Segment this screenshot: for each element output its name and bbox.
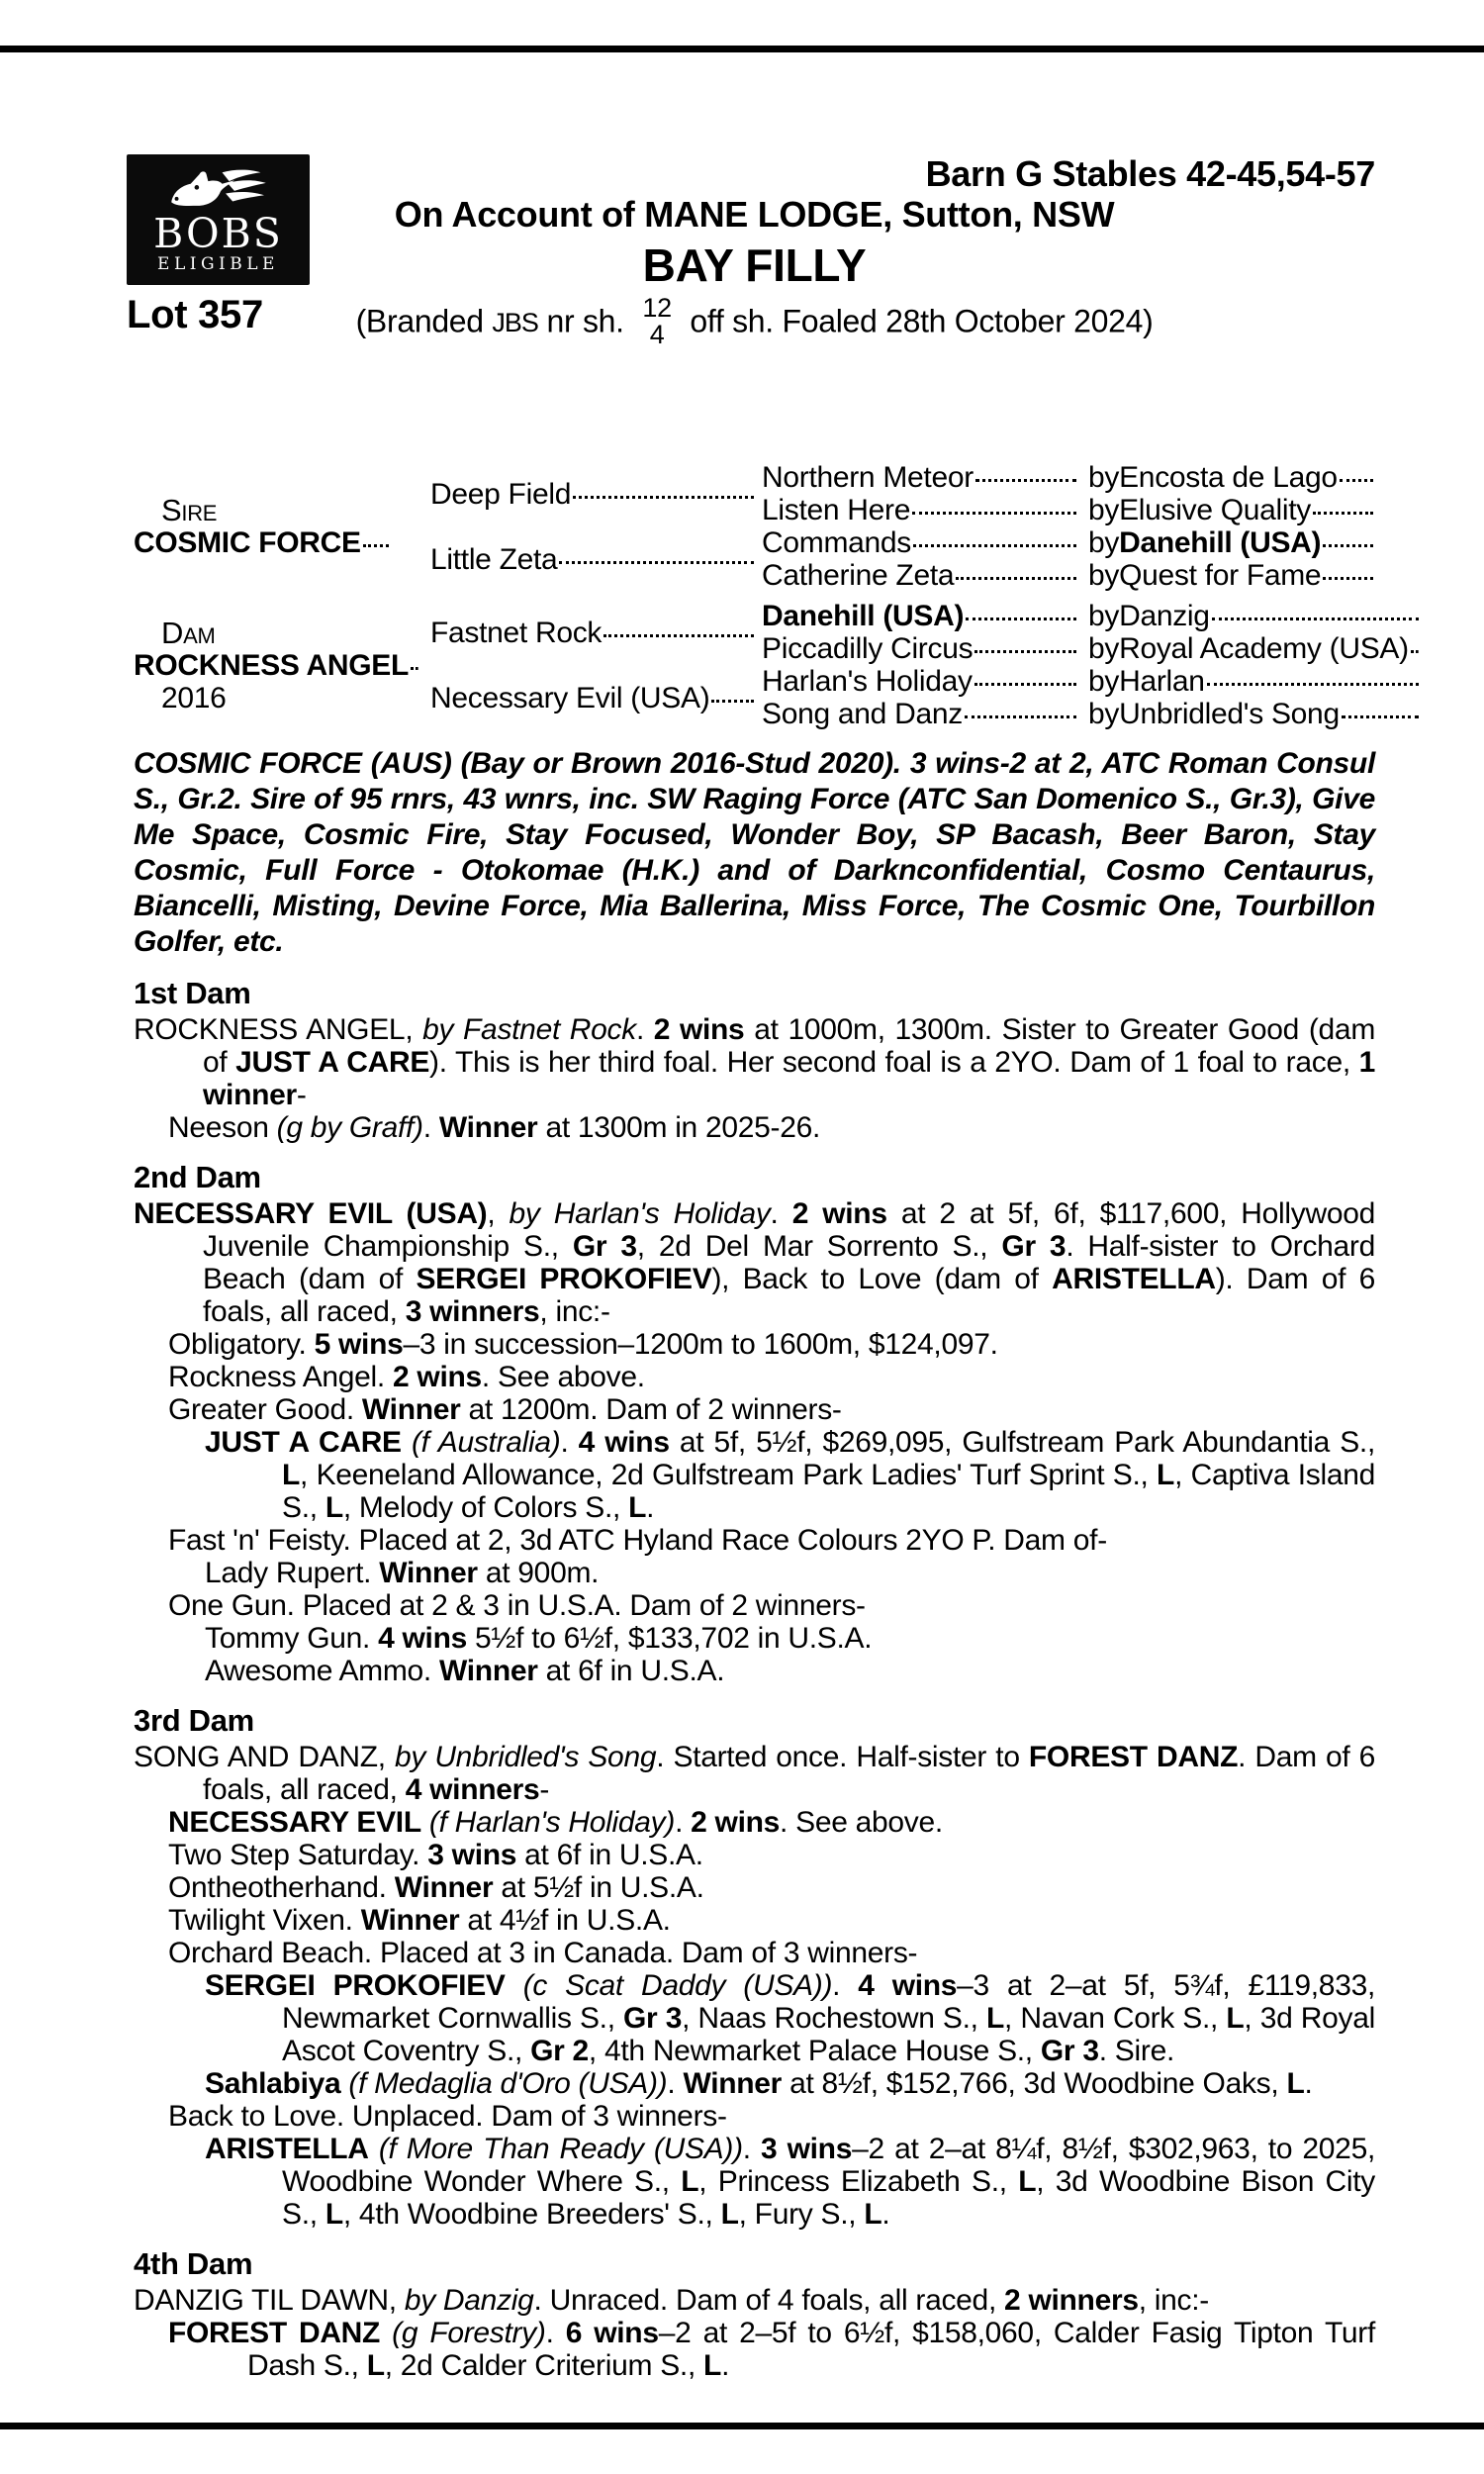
grandprogeny-entry: ARISTELLA (f More Than Ready (USA)). 3 wins–2 at 2–at 8¼f, 8½f, $302,963, to 2025, Woodbine Wonder Where S., L, Princess Elizabeth S., L, 3d Woodbine Bison City S., L, 4th Woodbine Breeders' S., L, Fury S., L.	[205, 2133, 1375, 2231]
second-gen-ancestor	[430, 600, 762, 665]
second-gen-ancestor	[430, 526, 762, 592]
grandprogeny-entry: Tommy Gun. 4 wins 5½f to 6½f, $133,702 in U.S.A.	[205, 1622, 873, 1655]
progeny-entry: Rockness Angel. 2 wins. See above.	[168, 1361, 645, 1393]
ancestor-name: Listen Here	[762, 494, 911, 526]
progeny-entry: Orchard Beach. Placed at 3 in Canada. Dam of 3 winners-	[168, 1937, 918, 1969]
dam-paragraph: ROCKNESS ANGEL, by Fastnet Rock. 2 wins at 1000m, 1300m. Sister to Greater Good (dam of JUST A CARE). This is her third foal. Her second foal is a 2YO. Dam of 1 foal to race, 1 winner-	[134, 1013, 1376, 1111]
dam-foaling-year: 2016	[161, 681, 227, 714]
dot-leader	[363, 544, 389, 547]
sire-of-ancestor: Encosta de Lago	[1119, 461, 1338, 494]
dam-label: Dam	[161, 615, 216, 650]
barn-stables-line: Barn G Stables 42-45,54-57	[925, 153, 1375, 194]
dam-name: ROCKNESS ANGEL	[134, 648, 410, 682]
by-prefix: by	[1088, 494, 1120, 526]
horse-head-icon	[159, 167, 278, 213]
by-prefix: by	[1088, 698, 1120, 730]
third-gen-ancestor	[762, 526, 1088, 559]
sire-of-ancestor: Danzig	[1119, 600, 1210, 632]
ancestor-sire	[1088, 494, 1375, 526]
dot-leader	[913, 544, 1076, 547]
by-prefix: by	[1088, 526, 1120, 559]
ancestor-name: Necessary Evil (USA)	[430, 681, 710, 714]
dam-section-heading: 4th Dam	[134, 2246, 253, 2281]
brand-number-fraction	[642, 295, 671, 348]
vendor-account-line: On Account of MANE LODGE, Sutton, NSW	[394, 194, 1115, 235]
dam-section	[134, 2244, 1375, 2382]
lot-header	[127, 153, 1375, 451]
ancestor-name: Northern Meteor	[762, 461, 974, 494]
progeny-entry: One Gun. Placed at 2 & 3 in U.S.A. Dam of 2 winners-	[168, 1589, 866, 1622]
ancestor-name: Catherine Zeta	[762, 559, 955, 592]
brand-number-top: 12	[642, 293, 672, 323]
dam-pedigree-half	[134, 600, 1409, 730]
sire-name-row	[134, 526, 391, 559]
second-gen-ancestor	[430, 665, 762, 730]
progeny-entry: Two Step Saturday. 3 wins at 6f in U.S.A.	[168, 1839, 703, 1871]
brand-mark-glyph: JBS	[492, 308, 538, 338]
dam-sections	[134, 974, 1375, 2382]
ancestor-name: Harlan's Holiday	[762, 665, 973, 698]
lot-number: Lot 357	[127, 293, 263, 336]
ancestor-name: Fastnet Rock	[430, 616, 603, 649]
dot-leader	[965, 715, 1076, 718]
dam-paragraph: SONG AND DANZ, by Unbridled's Song. Started once. Half-sister to FOREST DANZ. Dam of 6 foals, all raced, 4 winners-	[134, 1741, 1375, 1806]
progeny-entry: Ontheotherhand. Winner at 5½f in U.S.A.	[168, 1871, 704, 1904]
grandprogeny-entry: Lady Rupert. Winner at 900m.	[205, 1557, 600, 1589]
branded-prefix: (Branded	[355, 303, 484, 339]
dot-leader	[974, 650, 1076, 653]
ancestor-name: Danehill (USA)	[762, 600, 965, 632]
third-gen-ancestor	[762, 665, 1088, 698]
dot-leader	[1207, 683, 1419, 686]
ancestor-sire	[1088, 632, 1421, 665]
brand-number-bottom: 4	[649, 320, 665, 349]
dot-leader	[559, 561, 754, 564]
sire-of-ancestor: Harlan	[1119, 665, 1205, 698]
by-prefix: by	[1088, 665, 1120, 698]
grandprogeny-entry: Awesome Ammo. Winner at 6f in U.S.A.	[205, 1655, 725, 1687]
sire-pedigree-half	[134, 461, 1375, 592]
progeny-entry: Greater Good. Winner at 1200m. Dam of 2 winners-	[168, 1393, 842, 1426]
dot-leader	[1323, 577, 1373, 580]
dot-leader	[573, 496, 754, 499]
logo-subtitle: ELIGIBLE	[157, 254, 279, 274]
progeny-entry: Neeson (g by Graff). Winner at 1300m in 2025-26.	[168, 1111, 821, 1144]
ancestor-name: Deep Field	[430, 477, 572, 511]
sire-of-ancestor: Quest for Fame	[1119, 559, 1322, 592]
bottom-rule	[0, 2423, 1484, 2429]
sire-summary-paragraph: COSMIC FORCE (AUS) (Bay or Brown 2016-Stud 2020). 3 wins-2 at 2, ATC Roman Consul S., Gr.2. Sire of 95 rnrs, 43 wnrs, inc. SW Raging Force (ATC San Domenico S., Gr.3), Give Me Space, Cosmic Fire, Stay Focused, Wonder Boy, SP Bacash, Beer Baron, Stay Cosmic, Full Force - Otokomae (H.K.) and of Darknconfidential, Cosmo Centaurus, Biancelli, Misting, Devine Force, Mia Ballerina, Miss Force, The Cosmic One, Tourbillon Golfer, etc.	[134, 747, 1375, 958]
dam-section	[134, 1158, 1375, 1687]
branded-line	[134, 293, 1375, 350]
dot-leader	[1411, 650, 1419, 653]
dot-leader	[1340, 479, 1373, 482]
progeny-entry: Back to Love. Unplaced. Dam of 3 winners-	[168, 2100, 727, 2133]
top-rule	[0, 46, 1484, 52]
dam-section-heading: 3rd Dam	[134, 1703, 254, 1738]
ancestor-sire	[1088, 698, 1421, 730]
ancestor-name: Piccadilly Circus	[762, 632, 974, 665]
progeny-entry: Fast 'n' Feisty. Placed at 2, 3d ATC Hyland Race Colours 2YO P. Dam of-	[168, 1524, 1107, 1557]
pedigree-table	[134, 461, 1409, 730]
ancestor-sire	[1088, 665, 1421, 698]
dot-leader	[974, 683, 1076, 686]
ancestor-name: Little Zeta	[430, 542, 558, 576]
second-gen-ancestor	[430, 461, 762, 526]
sire-of-ancestor: Elusive Quality	[1119, 494, 1312, 526]
sire-label: Sire	[161, 493, 218, 527]
dot-leader	[975, 479, 1076, 482]
dam-section-heading: 2nd Dam	[134, 1160, 261, 1194]
third-gen-ancestor	[762, 698, 1088, 730]
sire-name: COSMIC FORCE	[134, 526, 361, 559]
dot-leader	[1212, 618, 1419, 620]
third-gen-ancestor	[762, 559, 1088, 592]
third-gen-ancestor	[762, 632, 1088, 665]
bobs-eligible-logo	[127, 154, 310, 285]
dot-leader	[411, 667, 418, 670]
progeny-entry: NECESSARY EVIL (f Harlan's Holiday). 2 wins. See above.	[168, 1806, 943, 1839]
logo-title: BOBS	[153, 210, 283, 257]
dot-leader	[711, 700, 754, 703]
sire-of-ancestor: Royal Academy (USA)	[1119, 632, 1409, 665]
ancestor-sire	[1088, 526, 1375, 559]
progeny-entry: FOREST DANZ (g Forestry). 6 wins–2 at 2–5f to 6½f, $158,060, Calder Fasig Tipton Turf Dash S., L, 2d Calder Criterium S., L.	[168, 2317, 1376, 2382]
by-prefix: by	[1088, 600, 1120, 632]
dot-leader	[956, 577, 1076, 580]
dot-leader	[912, 512, 1076, 515]
ancestor-name: Song and Danz	[762, 698, 963, 730]
dam-section-heading: 1st Dam	[134, 976, 251, 1010]
dam-section	[134, 974, 1375, 1144]
dot-leader	[1342, 715, 1419, 718]
dam-block	[134, 600, 430, 730]
page-title: BAY FILLY	[642, 239, 867, 291]
third-gen-ancestor	[762, 461, 1088, 494]
dam-paragraph: DANZIG TIL DAWN, by Danzig. Unraced. Dam of 4 foals, all raced, 2 winners, inc:-	[134, 2284, 1209, 2317]
dot-leader	[966, 618, 1076, 620]
progeny-entry: Obligatory. 5 wins–3 in succession–1200m to 1600m, $124,097.	[168, 1328, 998, 1361]
sire-block	[134, 461, 430, 592]
dam-section	[134, 1701, 1375, 2231]
dot-leader	[1323, 544, 1373, 547]
dam-name-row	[134, 648, 410, 682]
grandprogeny-entry: Sahlabiya (f Medaglia d'Oro (USA)). Winner at 8½f, $152,766, 3d Woodbine Oaks, L.	[205, 2067, 1313, 2100]
branded-nr-sh: nr sh.	[546, 303, 624, 339]
ancestor-name: Commands	[762, 526, 911, 559]
dot-leader	[1313, 512, 1373, 515]
by-prefix: by	[1088, 559, 1120, 592]
by-prefix: by	[1088, 461, 1120, 494]
sire-of-ancestor: Danehill (USA)	[1119, 526, 1322, 559]
ancestor-sire	[1088, 461, 1375, 494]
branded-suffix: off sh. Foaled 28th October 2024)	[690, 303, 1154, 339]
sire-of-ancestor: Unbridled's Song	[1119, 698, 1340, 730]
ancestor-sire	[1088, 600, 1421, 632]
grandprogeny-entry: SERGEI PROKOFIEV (c Scat Daddy (USA)). 4 wins–3 at 2–at 5f, 5¾f, £119,833, Newmarket Cornwallis S., Gr 3, Naas Rochestown S., L, Navan Cork S., L, 3d Royal Ascot Coventry S., Gr 2, 4th Newmarket Palace House S., Gr 3. Sire.	[205, 1969, 1375, 2067]
page-content	[127, 111, 1409, 2382]
ancestor-sire	[1088, 559, 1375, 592]
third-gen-ancestor	[762, 600, 1088, 632]
dam-paragraph: NECESSARY EVIL (USA), by Harlan's Holiday. 2 wins at 2 at 5f, 6f, $117,600, Hollywood Juvenile Championship S., Gr 3, 2d Del Mar Sorrento S., Gr 3. Half-sister to Orchard Beach (dam of SERGEI PROKOFIEV), Back to Love (dam of ARISTELLA). Dam of 6 foals, all raced, 3 winners, inc:-	[134, 1197, 1376, 1328]
third-gen-ancestor	[762, 494, 1088, 526]
by-prefix: by	[1088, 632, 1120, 665]
grandprogeny-entry: JUST A CARE (f Australia). 4 wins at 5f, 5½f, $269,095, Gulfstream Park Abundantia S., L, Keeneland Allowance, 2d Gulfstream Park Ladies' Turf Sprint S., L, Captiva Island S., L, Melody of Colors S., L.	[205, 1426, 1376, 1524]
dot-leader	[603, 634, 754, 637]
progeny-entry: Twilight Vixen. Winner at 4½f in U.S.A.	[168, 1904, 671, 1937]
